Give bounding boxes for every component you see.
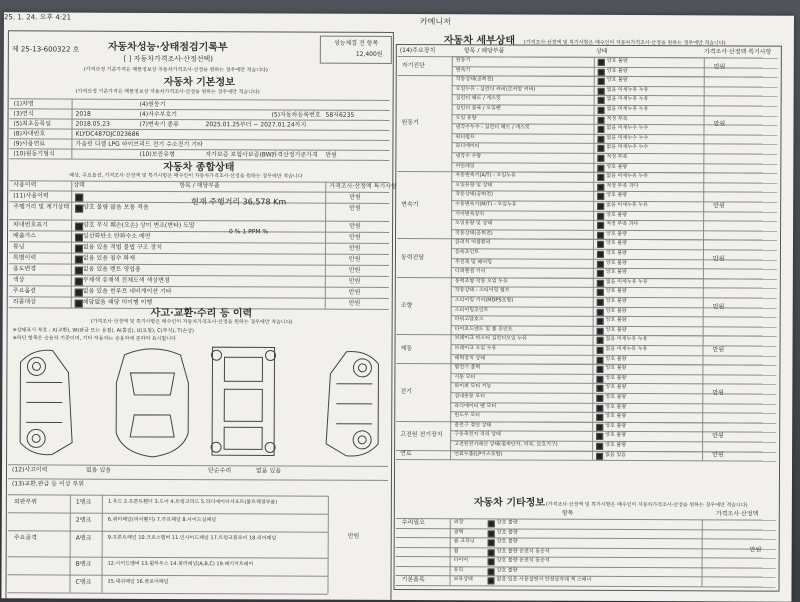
detail-header-cell: 가격조사·산정액 특기사항 [704, 49, 772, 55]
detail-state-value: 없음 미세누유 누유 [606, 174, 648, 179]
detail-checkbox [597, 328, 604, 335]
detail-state-value: 양호 불량 [607, 69, 628, 74]
detail-part-label: 타이로드엔드 및 볼 조인트 [455, 327, 513, 332]
detail-checkbox [596, 414, 603, 421]
basic-field-label-2: (10)보증유형 [139, 152, 175, 158]
odometer-reading: 현재 주행거리 36,578 Km [191, 198, 286, 206]
summary-row-label: 주요옵션 [13, 288, 36, 294]
detail-state-value: 양호 불량 [606, 212, 627, 217]
detail-state-value: 양호 불량 [607, 59, 628, 64]
detail-part-label: 구동축전지 격리 상태 [454, 433, 501, 438]
summary-row-value: 무채색 유채색 전체도색 색상변경 [83, 278, 170, 284]
detail-checkbox [597, 193, 604, 200]
detail-group-name: 전기 [400, 389, 412, 395]
other-info-subtitle: (가격조사·산정액 및 특기사항은 매수인이 자동차가격조사·산정을 원하는 경우에만 적습니다) [546, 503, 748, 509]
other-state-value: 양호 불량 [497, 530, 518, 535]
detail-group-name: 동력전달 [401, 255, 424, 261]
detail-state-value: 양호 불량 [606, 270, 627, 275]
detail-checkbox [597, 289, 604, 296]
other-checkbox [488, 539, 495, 546]
other-header-cell: 항목 [562, 511, 574, 517]
detail-part-label: 라디에이터 팬 모터 [454, 404, 496, 409]
detail-checkbox [598, 59, 605, 66]
detail-state-value: 양호 불량 [605, 385, 626, 390]
summary-row-value: 없음 있음 렌트 영업용 [83, 267, 141, 273]
basic-info-title: 자동차 기본정보 [164, 78, 235, 88]
summary-checkbox [75, 245, 83, 253]
summary-row-label: 용도변경 [13, 266, 36, 272]
other-checkbox [488, 530, 495, 537]
detail-state-value: 없음 미세누수 누수 [606, 145, 648, 150]
detail-checkbox [597, 270, 604, 277]
parts-items: 15.대쉬패널 16.플로어패널 [108, 580, 169, 585]
parts-rank-label: 2랭크 [76, 518, 91, 524]
detail-state-value: 없음 미세누유 누유 [606, 347, 648, 352]
detail-state-value: 없음 미세누유 누유 [606, 280, 648, 285]
detail-state-value: 양호 불량 [605, 414, 626, 419]
summary-row-value: 없음 있음 썬루프 네비게이션 기타 [83, 289, 172, 295]
detail-state-value: 양호 불량 [606, 164, 627, 169]
other-header-cell: 가격조사·산정액 [716, 511, 759, 517]
detail-checkbox [596, 395, 603, 402]
detail-group-name: 고전원 전기장치 [400, 432, 443, 438]
other-group-label: 수리필요 [402, 520, 425, 526]
detail-state-value: 양호 불량 [606, 193, 627, 198]
detail-unit: 만원 [714, 122, 726, 128]
detail-checkbox [597, 308, 604, 315]
detail-checkbox [597, 337, 604, 344]
detail-subtitle: (가격조사·산정액 및 특기사항은 매수인이 자동차가격조사·산정을 원하는 경우에만 적습니다) [524, 41, 726, 47]
detail-part-label: 브레이크 오일 누유 [455, 346, 497, 351]
detail-checkbox [597, 222, 604, 229]
detail-state-value: 양호 불량 [606, 318, 627, 323]
detail-part-label: 실린더 블록 / 오일팬 [456, 106, 501, 111]
detail-part-label: 냉각수누수 - 실린더 헤드 / 개스킷 [455, 125, 529, 130]
detail-checkbox [596, 366, 603, 373]
detail-checkbox [597, 203, 604, 210]
detail-header-cell: (14)주요장치 [400, 48, 436, 54]
other-item-label: 외장 [454, 520, 464, 525]
detail-checkbox [597, 184, 604, 191]
summary-header-cell: 사용이력 [13, 182, 36, 188]
summary-row-value: 없음 있음 침수 화재 [83, 256, 135, 262]
summary-checkbox [75, 223, 83, 231]
detail-unit: 만원 [714, 64, 726, 70]
detail-checkbox [596, 356, 603, 363]
detail-state-value: 없음 미세누유 누유 [607, 97, 649, 102]
summary-row-label: 배출가스 [13, 233, 36, 239]
summary-header-cell: 가격조사·산정액 특기사항 [329, 184, 397, 190]
detail-state-value: 양호 불량 [605, 356, 626, 361]
basic-field-value: 가솔린 디젤 LPG 하이브리드 전기 수소전기 기타 [75, 142, 202, 149]
detail-unit: 만원 [712, 434, 724, 440]
summary-row-label: 리콜대상 [13, 299, 36, 305]
detail-part-label: 라디에이터 [455, 145, 479, 150]
other-group-label: 기본품목 [402, 577, 425, 583]
summary-header-cell: 상태 [73, 183, 85, 189]
detail-part-label: 작동상태(공회전) [456, 77, 494, 82]
other-item-label: 보유상태 [454, 577, 473, 582]
basic-field-value-3: 58저6235 [326, 113, 355, 119]
basic-field-value: 2018 [76, 112, 91, 118]
detail-part-label: 자동변속기(A/T) - 오일누유 [455, 173, 516, 178]
detail-checkbox [597, 136, 604, 143]
summary-row-unit: 만원 [349, 224, 361, 230]
detail-part-label: 오일유량 및 상태 [455, 221, 492, 226]
detail-state-value: 없음 미세누수 누수 [606, 126, 648, 131]
detail-checkbox [597, 347, 604, 354]
parts-group-label: 외판부위 [14, 499, 37, 505]
summary-subtitle: 배상, 주요옵션, 가격조사·산정액 및 특기사항은 매수인이 자동차가격조사·산정을 원하는 경우에만 적습니다 [69, 174, 302, 180]
detail-state-value: 양호 불량 [606, 289, 627, 294]
history-label: (12)사고이력 [12, 467, 48, 473]
detail-state-value: 양호 불량 [606, 241, 627, 246]
parts-unit: 만원 [348, 534, 360, 540]
detail-checkbox [597, 241, 604, 248]
other-info-table [4, 12, 794, 15]
detail-part-label: 작동상태(공회전) [455, 193, 493, 198]
detail-part-label: 오일유량 및 상태 [455, 183, 492, 188]
parts-rank-label: A랭크 [76, 536, 92, 542]
detail-checkbox [598, 107, 605, 114]
basic-field-label: (5)최초등록일 [14, 121, 52, 127]
summary-checkbox [75, 194, 83, 202]
detail-state-value: 양호 불량 [606, 308, 627, 313]
detail-group-name: 자기진단 [402, 63, 425, 69]
detail-state-value: 적정 부족 [606, 155, 627, 160]
history-value: 없음 있음 [86, 468, 111, 474]
detail-checkbox [596, 424, 603, 431]
summary-row-unit: 만원 [349, 257, 361, 263]
detail-checkbox [598, 78, 605, 85]
parts-rank-label: B랭크 [76, 562, 92, 568]
document-title: 자동차성능·상태점검기록부 [108, 43, 228, 54]
detail-state-value: 양호 불량 [606, 251, 627, 256]
detail-part-label: 시동 모터 [454, 375, 475, 380]
accident-note: ※하단 항목은 승용차 기준이며, 기타 자동차는 승용차에 준하여 표시합니다 [13, 336, 176, 342]
detail-checkbox [598, 68, 605, 75]
summary-checkbox [75, 267, 83, 275]
detail-part-label: 등속조인트 [455, 250, 479, 255]
detail-part-label: 워터펌프 [455, 135, 474, 140]
detail-state-value: 양호 불량 [607, 78, 628, 83]
detail-part-label: 변속기 [456, 68, 471, 73]
detail-state-value: 없음 미세누유 누유 [606, 337, 648, 342]
detail-state-value: 양호 불량 [605, 404, 626, 409]
summary-row-unit: 만원 [349, 206, 361, 212]
detail-checkbox [597, 251, 604, 258]
detail-state-value: 적정 부족 과다 [606, 184, 638, 189]
summary-row-value: 양호 불량 많음 보통 적음 [83, 205, 149, 211]
detail-unit: 만원 [713, 347, 725, 353]
summary-checkbox [75, 234, 83, 242]
other-item-label: 유리 [454, 568, 464, 573]
other-item-label: 휠 [454, 549, 459, 554]
detail-checkbox [598, 116, 605, 123]
print-brand: 카메니저 [420, 18, 451, 26]
detail-checkbox [597, 260, 604, 267]
detail-part-label: 추진축 및 베어링 [455, 260, 492, 265]
detail-group-name: 조향 [401, 303, 413, 309]
detail-header-cell: 항목 / 해당부품 [464, 48, 505, 54]
car-damage-diagram [12, 342, 387, 462]
detail-unit: 만원 [712, 453, 724, 459]
other-state-value: 양호 불량 [497, 539, 518, 544]
detail-state-value: 적정 부족 [607, 117, 628, 122]
summary-row-label: 주행거리 및 계기상태 [13, 204, 69, 210]
history-label: (13)교환,판금 등 이상 부위 [12, 481, 84, 487]
detail-state-value: 양호 불량 [606, 260, 627, 265]
summary-row-unit: 만원 [349, 268, 361, 274]
basic-field-label: (3)연식 [14, 111, 34, 117]
detail-checkbox [596, 433, 603, 440]
detail-unit: 만원 [713, 304, 725, 310]
detail-state-value: 양호 불량 [605, 424, 626, 429]
basic-field-value: 2018.05.23 [76, 122, 110, 128]
detail-part-label: 배력장치 상태 [454, 356, 485, 361]
summary-checkbox [75, 278, 83, 286]
detail-checkbox [597, 155, 604, 162]
accident-subtitle: (가격조사·산정액 및 특기사항은 매수인이 자동차가격조사·산정을 원하는 경우에만 적습니다) [91, 320, 293, 326]
summary-row-unit: 만원 [349, 301, 361, 307]
detail-checkbox [597, 145, 604, 152]
summary-row-unit: 만원 [349, 279, 361, 285]
other-state-value: 양호 불량 운전석 동승석 [497, 549, 550, 554]
detail-checkbox [597, 126, 604, 133]
detail-title: 자동차 세부상태 [444, 36, 515, 46]
detail-part-label: 윈도우 모터 [454, 413, 480, 418]
summary-row-unit: 만원 [349, 290, 361, 296]
history-label-2: 단순수리 [208, 468, 231, 474]
detail-unit: 만원 [713, 203, 725, 209]
detail-state-value: 양호 불량 [605, 395, 626, 400]
fee-value: 12,400원 [356, 52, 383, 58]
detail-state-value: 없음 미세누유 누유 [607, 88, 649, 93]
basic-field-label-2: (4)자수부호기 [140, 112, 178, 118]
basic-field-label: (9)사용연료 [13, 141, 45, 147]
other-checkbox [488, 577, 495, 584]
other-state-value: 양호 불량 운전석 동승석 [497, 558, 550, 563]
detail-checkbox [597, 174, 604, 181]
detail-checkbox [597, 318, 604, 325]
detail-checkbox [597, 164, 604, 171]
detail-state-value: 양호 불량 [605, 366, 626, 371]
detail-unit: 만원 [713, 256, 725, 262]
detail-part-label: 냉각수 수량 [455, 154, 481, 159]
summary-row-label: 색상 [13, 277, 25, 283]
summary-row-value: 양호 부식 훼손(오손) 상이 변조(변타) 도말 [83, 223, 195, 229]
detail-checkbox [596, 385, 603, 392]
summary-row-label: (11)사용이력 [13, 193, 49, 199]
detail-checkbox [596, 443, 603, 450]
detail-state-value: 양호 불량 [605, 443, 626, 448]
summary-header-cell: 항목 / 해당부품 [179, 183, 220, 189]
detail-part-label: 오일누유 - 실린더 커버(로커암 커버) [456, 87, 536, 92]
detail-header-row [4, 12, 794, 15]
summary-row-value: 없음 있음 적법 불법 구조 장치 [83, 245, 162, 251]
detail-checkbox [598, 88, 605, 95]
document-number: 제 25-13-600322 호 [12, 46, 80, 53]
summary-row-unit: 만원 [349, 246, 361, 252]
parts-items: 6.쿼터패널(리어휀더) 7.루프패널 8.사이드실패널 [108, 518, 216, 523]
summary-row-unit: 만원 [349, 235, 361, 241]
detail-part-label: 실린더 헤드 / 개스킷 [456, 97, 501, 102]
accident-title: 사고·교환·수리 등 이력 [151, 309, 253, 319]
detail-part-label: 파워고압호스 [455, 317, 484, 322]
summary-row-label: 튜닝 [13, 244, 25, 250]
detail-part-label: 스티어링조인트 [455, 308, 489, 313]
detail-part-label: 수동변속기(M/T) - 오일누유 [455, 202, 516, 207]
detail-header-cell: 상태 [596, 49, 608, 55]
accident-legend: ※상태표시 부호 : X(교환), W(판금 또는 용접), A(흠집), U(요철), C(부식), T(손상) [13, 328, 194, 334]
detail-checkbox [596, 376, 603, 383]
detail-part-label: 충전구 절연 상태 [454, 423, 491, 428]
detail-checkbox [596, 404, 603, 411]
detail-part-label: 연료누출(LP가스포함) [454, 452, 502, 457]
summary-row-value: 해당없음 해당 미이행 이행 [83, 300, 153, 306]
detail-state-value: 없음 미세누수 누수 [606, 136, 648, 141]
detail-state-value: 양호 불량 [606, 299, 627, 304]
basic-info-subtitle: (가격산정 기준가격은 매물정보상 자동차가격조사·산정을 원하는 경우에만 적습니다) [76, 90, 260, 96]
other-item-label: 타이어 [454, 558, 469, 563]
summary-row-label: 특별이력 [13, 255, 36, 261]
parts-table [4, 12, 794, 15]
basic-field-value-2: 2025.01.25부터 ~ 2027.01.24까지 [206, 122, 307, 128]
summary-title: 자동차 종합상태 [163, 163, 234, 173]
basic-field-value-2: 자가보증 보험사보증(BW) [205, 152, 274, 158]
basic-field-value-3: 만원 [325, 153, 337, 159]
detail-checkbox [597, 232, 604, 239]
summary-row-value: 일산화탄소 탄화수소 매연 [83, 234, 151, 240]
detail-part-label: 실내송풍 모터 [454, 394, 485, 399]
parts-rank-label: C랭크 [76, 580, 92, 586]
detail-part-label: 작동상태 - 스티어링 펌프 [455, 289, 510, 294]
summary-checkbox [75, 256, 83, 264]
parts-rank-label: 1랭크 [76, 500, 91, 506]
detail-part-label: 동력조향 작동 오일 누유 [455, 279, 508, 284]
other-state-value: 양호 불량 [497, 520, 518, 525]
detail-part-label: 브레이크 마스터 실린더오일 누유 [455, 337, 527, 342]
detail-state-value: 없음 미세누유 누유 [607, 107, 649, 112]
history-value-2: 없음 있음 [256, 468, 281, 474]
summary-checkbox [75, 289, 83, 297]
basic-field-value: KLYDC487DJC023686 [75, 132, 139, 138]
parts-items: 9.프론트패널 10.크로스멤버 11.인사이드패널 17.트렁크플로어 18.리어패널 [108, 536, 277, 542]
other-checkbox [488, 558, 495, 565]
summary-table [4, 12, 794, 15]
detail-part-label: 고전원전기배선 상태(접속단자, 피복, 보호기구) [454, 442, 558, 447]
inspection-document [1, 12, 794, 601]
parts-items: 12.사이드멤버 13.휠하우스 14.필러패널(A,B,C) 19.패키지트레이 [108, 562, 254, 568]
other-header-row [4, 12, 794, 15]
detail-part-label: 기어변속장치 [455, 212, 484, 217]
other-unit: 만원 [750, 548, 762, 554]
detail-checkbox [597, 212, 604, 219]
summary-header-row [4, 12, 794, 15]
summary-row-unit: 만원 [349, 195, 361, 201]
other-item-label: 광택 [454, 530, 464, 535]
emission-values: 0 % 1 PPM % [229, 229, 268, 235]
detail-part-label: 작동상태(공회전) [455, 231, 493, 236]
detail-state-value: 양호 불량 [605, 433, 626, 438]
detail-state-value: 적정 부족 과다 [606, 222, 638, 227]
basic-info-table [4, 12, 794, 15]
detail-checkbox [598, 97, 605, 104]
detail-state-value: 양호 불량 [606, 328, 627, 333]
detail-part-label: 디퍼렌셜 기어 [455, 269, 486, 274]
detail-group-name: 원동기 [402, 120, 419, 126]
detail-group-name: 연료 [400, 451, 412, 457]
other-state-value: 없음 있음 사용설명서 안전삼각대 잭 스패너 [497, 577, 592, 582]
basic-field-label-3: (5)자동차등록번호 [272, 112, 321, 118]
detail-part-label: 원동기 [456, 58, 471, 63]
detail-checkbox [597, 280, 604, 287]
basic-field-label-2: (4)원동기 [140, 102, 166, 108]
detail-state-value: 없음 있음 [605, 452, 626, 457]
basic-field-label: (10)원동기형식 [13, 151, 54, 157]
other-checkbox [488, 568, 495, 575]
detail-part-label: 커먼레일 [455, 164, 474, 169]
basic-field-label-2: (7)변속기 종류 [140, 122, 179, 128]
other-checkbox [488, 520, 495, 527]
detail-state-value: 양호 불량 [606, 232, 627, 237]
print-datetime: 25. 1. 24. 오후 4:21 [4, 14, 71, 21]
detail-checkbox [596, 452, 603, 459]
summary-row-label: 차대번호표기 [13, 222, 48, 228]
other-item-label: 룸 크리닝 [454, 539, 475, 544]
detail-group-name: 제동 [401, 346, 413, 352]
document-subtitle: [ ] 자동차가격조사·산정선택) [124, 56, 213, 63]
basic-field-label: (8)차대번호 [13, 131, 45, 137]
parts-group-label: 주요골격 [14, 535, 37, 541]
history-table [4, 12, 794, 15]
basic-field-label-3: 가격산정기준가격 [271, 152, 317, 158]
summary-checkbox [75, 205, 83, 213]
fee-label: 성능체결 전 항목 [334, 41, 378, 47]
parts-items: 1.후드 2.프론트휀더 3.도어 4.트렁크리드 5.라디에이터서포트(볼트체결부품) [108, 500, 277, 506]
other-state-value: 양호 불량 [497, 568, 518, 573]
detail-part-label: 클러치 어셈블리 [455, 241, 490, 246]
detail-state-value: 없음 미세누유 누유 [606, 203, 648, 208]
detail-state-value: 양호 불량 [605, 376, 626, 381]
detail-group-name: 변속기 [401, 202, 418, 208]
detail-part-label: 와이퍼 모터 기능 [454, 385, 491, 390]
detail-part-label: 오일 유량 [456, 116, 477, 121]
summary-checkbox [75, 300, 83, 308]
other-checkbox [488, 549, 495, 556]
detail-table [4, 12, 794, 15]
basic-field-label: (1)차명 [14, 101, 34, 107]
detail-part-label: 발전기 출력 [454, 365, 480, 370]
detail-unit: 만원 [712, 390, 724, 396]
other-info-title: 자동차 기타정보 [474, 498, 545, 508]
doc-note: (가격산정 기준가격은 매물정보상 자동차가격조사·산정을 원하는 경우에만 적습니다) [84, 68, 268, 74]
detail-part-label: 스티어링 기어(MDPS포함) [455, 298, 514, 303]
detail-checkbox [597, 299, 604, 306]
